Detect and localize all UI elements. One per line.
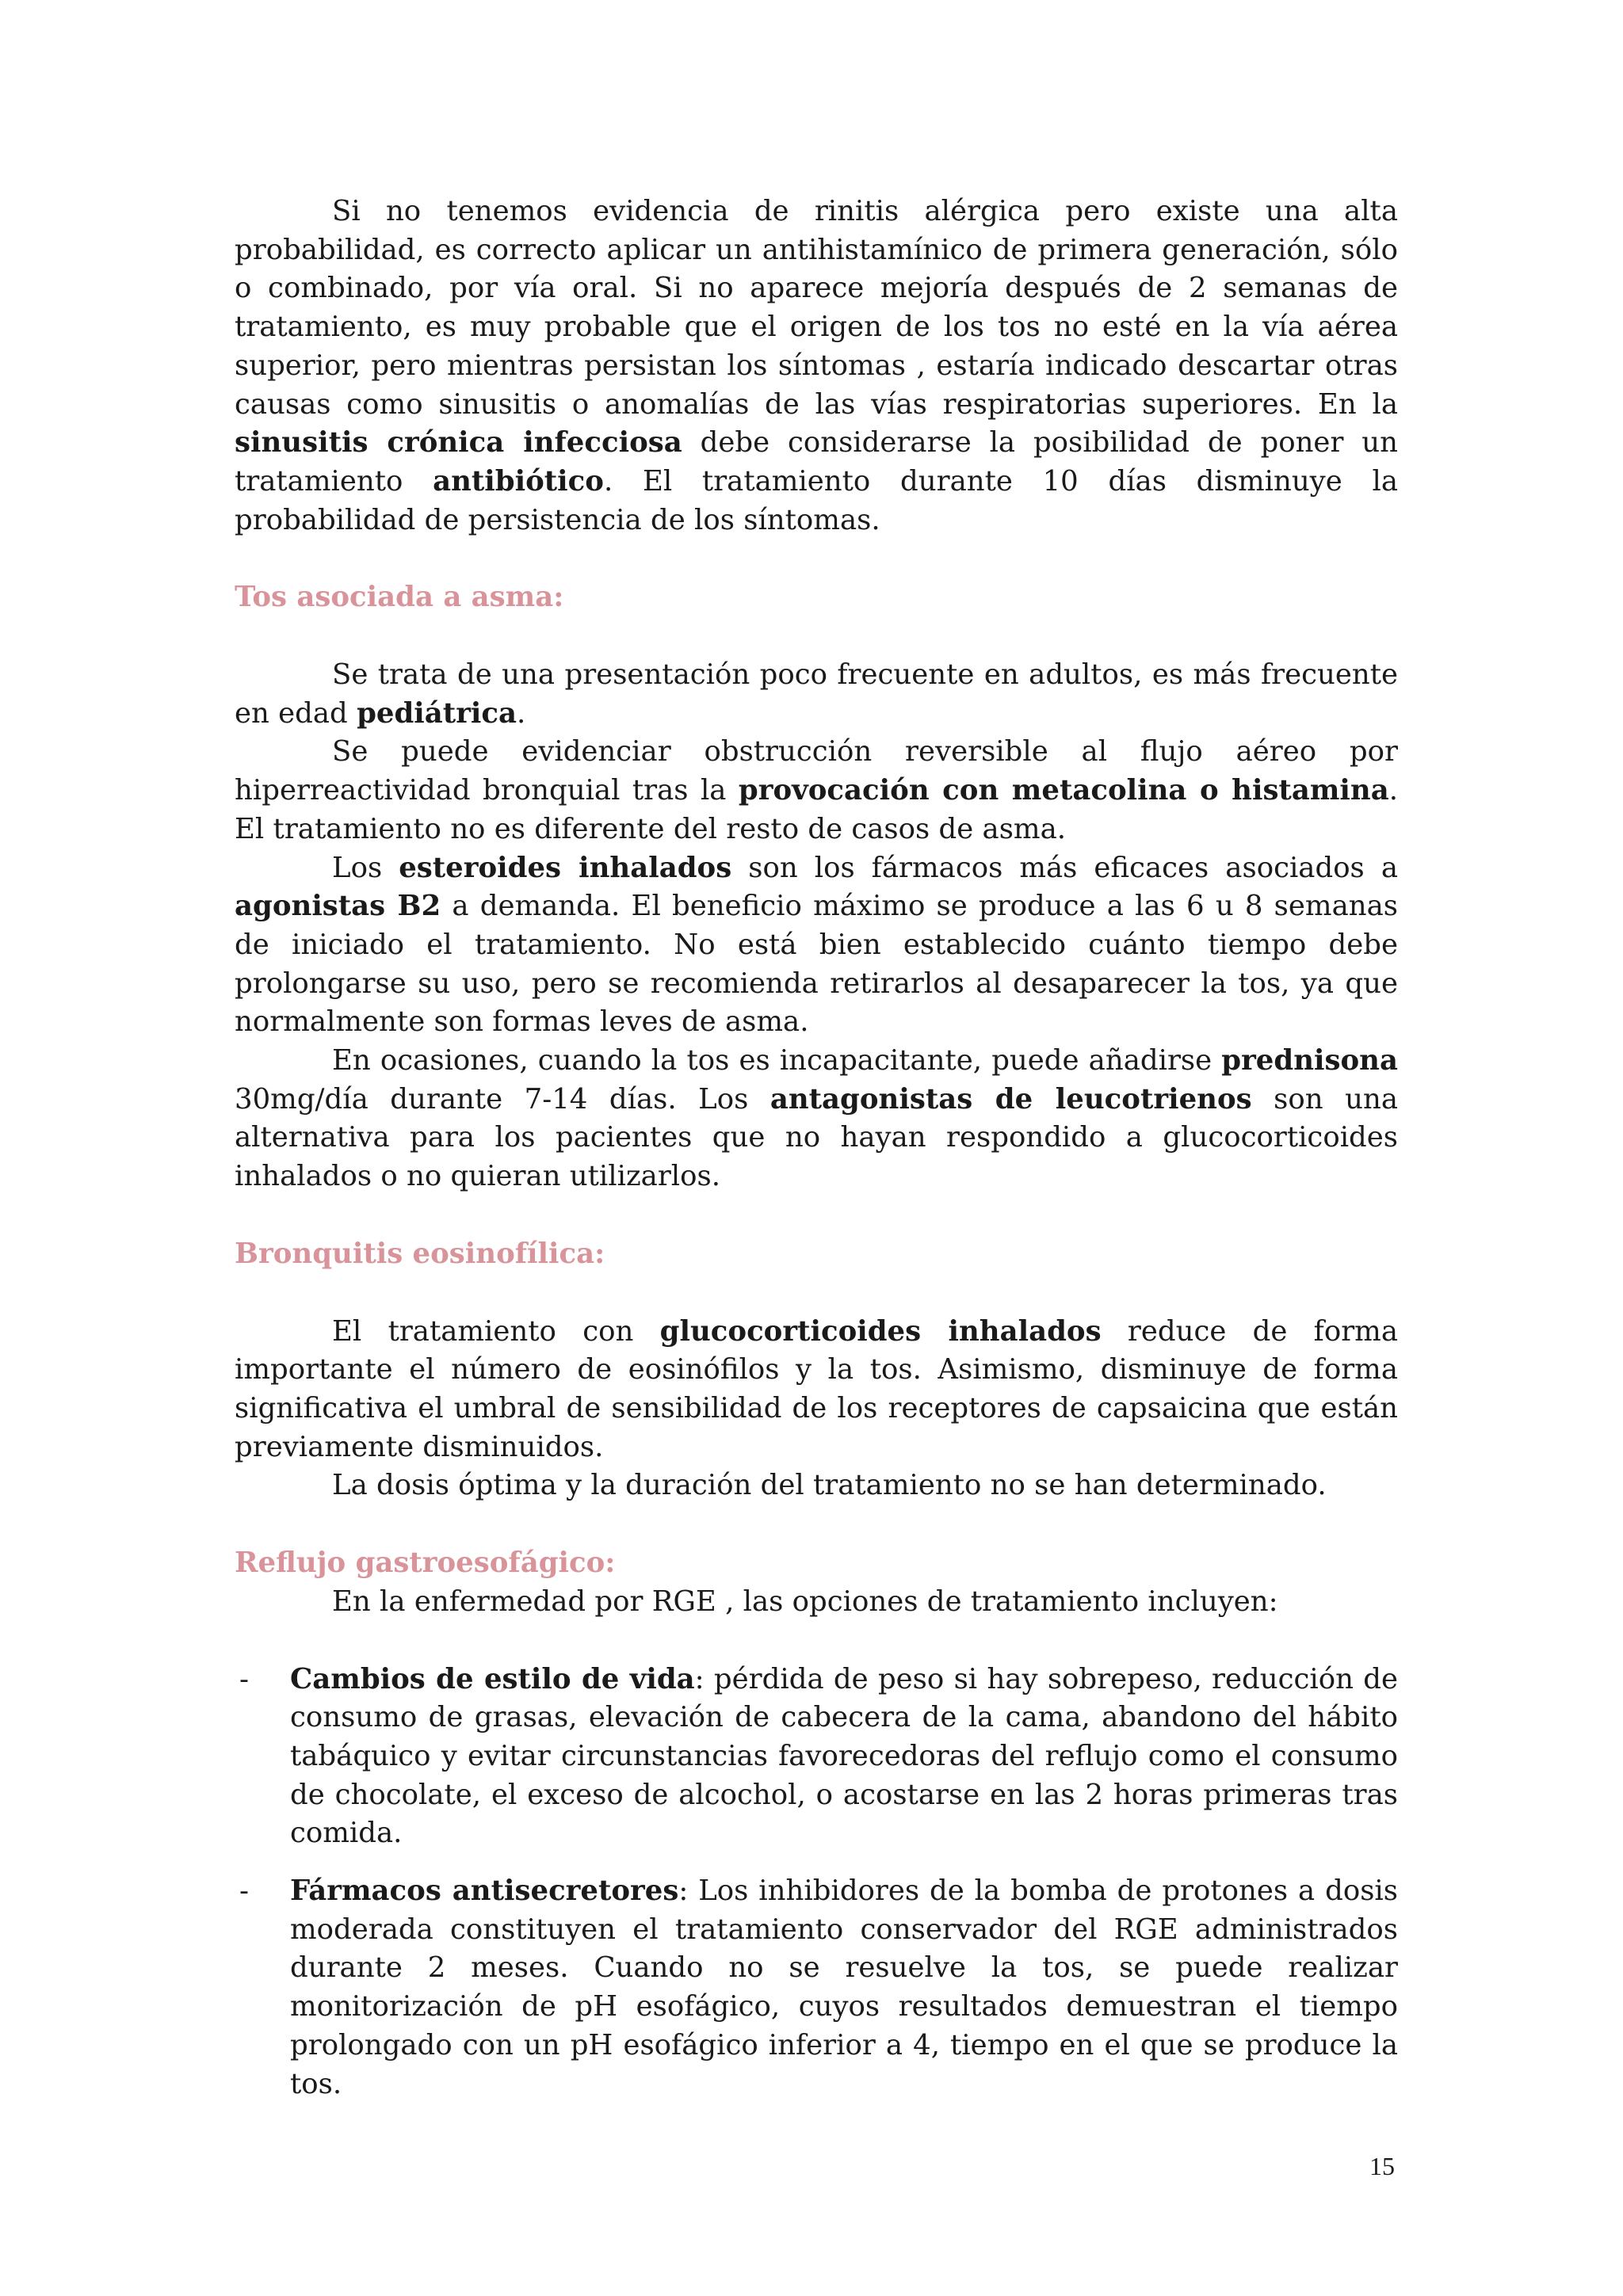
text-run: . El tratamiento durante 10 días disminuye la probabilidad de persistencia de los síntomas. (235, 464, 1398, 536)
paragraph-asma-esteroides (235, 849, 1398, 1043)
text-run: son una alternativa para los pacientes que no hayan respondido a glucocorticoides inhalados o no quieran utilizarlos. (235, 1082, 1398, 1193)
paragraph-reflujo-intro: En la enfermedad por RGE , las opciones de tratamiento incluyen: (332, 1585, 1278, 1618)
bullet-text (290, 1872, 1398, 2103)
text-run: El tratamiento con (332, 1314, 660, 1348)
bullet-dash: - (239, 1662, 249, 1695)
bold-term: agonistas B2 (235, 890, 441, 923)
document-page (235, 193, 1398, 2103)
text-run: 30mg/día durante 7-14 días. Los (235, 1082, 770, 1116)
text-run: Si no tenemos evidencia de rinitis alérgica pero existe una alta probabilidad, es correcto aplicar un antihistamínico de primera generación, sólo o combinado, por vía oral. Si no aparece mejoría después de 2 semanas de tratamiento, es muy probable que el origen de los tos no esté en la vía aérea superior, pero mientras persistan los síntomas , estaría indicado descartar otras causas como sinusitis o anomalías de las vías respiratorias superiores. En la (235, 195, 1398, 421)
text-run: . (517, 696, 526, 730)
text-run: son los fármacos más eficaces asociados a (731, 851, 1398, 884)
paragraph-asma-prednisona (235, 1042, 1398, 1196)
heading-bronquitis: Bronquitis eosinofílica: (235, 1237, 605, 1270)
text-run: Se puede evidenciar obstrucción reversible al flujo aéreo por hiperreactividad bronquial tras la (235, 735, 1398, 807)
paragraph-asma-obstruccion (235, 733, 1398, 849)
bold-term: esteroides inhalados (399, 851, 732, 884)
bold-term: provocación con metacolina o histamina (738, 774, 1389, 807)
list-item (235, 1872, 1398, 2103)
paragraph-bronquitis-dosis: La dosis óptima y la duración del tratamiento no se han determinado. (332, 1469, 1327, 1502)
bullet-dash: - (239, 1875, 249, 1908)
text-run: a demanda. El beneficio máximo se produce a las 6 u 8 semanas de iniciado el tratamiento. No está bien establecido cuánto tiempo debe prolongarse su uso, pero se recomienda retirarlos al desaparecer la tos, ya que normalmente son formas leves de asma. (235, 890, 1398, 1039)
text-run: : pérdida de peso si hay sobrepeso, reducción de consumo de grasas, elevación de cabecera de la cama, abandono del hábito tabáquico y evitar circunstancias favorecedoras del reflujo como el consumo de chocolate, el exceso de alcochol, o acostarse en las 2 horas primeras tras comida. (290, 1662, 1398, 1850)
bold-term: pediátrica (357, 696, 517, 730)
paragraph-asma-presentacion (235, 656, 1398, 733)
text-run: : Los inhibidores de la bomba de protones a dosis moderada constituyen el tratamiento conservador del RGE administrados durante 2 meses. Cuando no se resuelve la tos, se puede realizar monitorización de pH esofágico, cuyos resultados demuestran el tiempo prolongado con un pH esofágico inferior a 4, tiempo en el que se produce la tos. (290, 1875, 1399, 2100)
text-run: debe considerarse la posibilidad de poner un tratamiento (235, 426, 1399, 498)
bold-term: antibiótico (433, 464, 604, 498)
heading-reflujo: Reflujo gastroesofágico: (235, 1547, 616, 1580)
text-run: Los (332, 851, 399, 884)
page-number: 15 (1369, 2152, 1395, 2180)
text-run: reduce de forma importante el número de eosinófilos y la tos. Asimismo, disminuye de forma significativa el umbral de sensibilidad de los receptores de capsaicina que están previamente disminuidos. (235, 1314, 1398, 1463)
bold-term: sinusitis crónica infecciosa (235, 426, 682, 460)
bold-term: glucocorticoides inhalados (659, 1314, 1102, 1348)
bold-term: antagonistas de leucotrienos (769, 1082, 1252, 1116)
paragraph-rinitis (235, 193, 1398, 540)
list-item (235, 1661, 1398, 1854)
paragraph-bronquitis-tratamiento (235, 1313, 1398, 1467)
text-run: . El tratamiento no es diferente del resto de casos de asma. (235, 774, 1398, 845)
text-run: Se trata de una presentación poco frecuente en adultos, es más frecuente en edad (235, 658, 1398, 730)
bold-term: prednisona (1221, 1044, 1398, 1077)
text-run: En ocasiones, cuando la tos es incapacitante, puede añadirse (332, 1044, 1222, 1077)
bold-term: Fármacos antisecretores (290, 1875, 679, 1908)
bullet-text (290, 1661, 1398, 1854)
bold-term: Cambios de estilo de vida (290, 1662, 695, 1695)
heading-tos-asma: Tos asociada a asma: (235, 581, 564, 614)
